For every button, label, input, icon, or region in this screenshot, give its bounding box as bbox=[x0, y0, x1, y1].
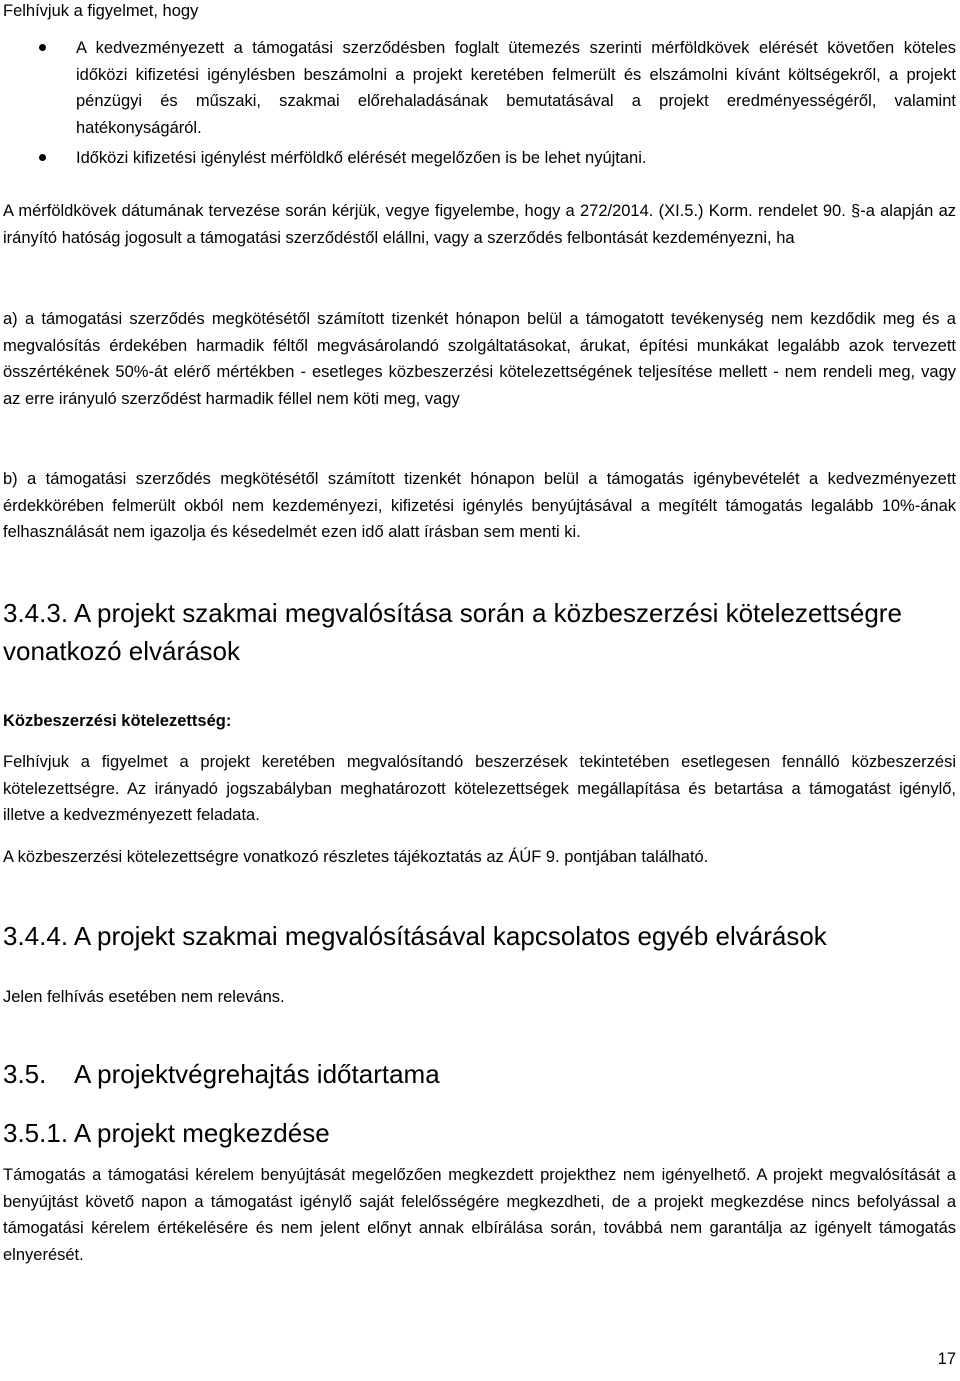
section-title: A projektvégrehajtás időtartama bbox=[74, 1059, 440, 1089]
bullet-list bbox=[3, 35, 956, 172]
procurement-info-paragraph: A közbeszerzési kötelezettségre vonatkozó részletes tájékoztatás az ÁÚF 9. pontjában található. bbox=[3, 848, 709, 866]
bullet-item bbox=[3, 145, 956, 172]
section-number: 3.5.1. bbox=[3, 1118, 69, 1148]
section-3-4-3-heading bbox=[3, 594, 956, 670]
section-title: A projekt szakmai megvalósításával kapcsolatos egyéb elvárások bbox=[73, 921, 827, 951]
bullet-text: Időközi kifizetési igénylést mérföldkő elérését megelőzően is be lehet nyújtani. bbox=[76, 149, 647, 167]
section-number: 3.4.4. bbox=[3, 921, 69, 951]
section-number: 3.5. bbox=[3, 1059, 47, 1089]
section-3-4-4-heading bbox=[3, 917, 956, 955]
subheading-procurement: Közbeszerzési kötelezettség: bbox=[3, 712, 232, 730]
bullet-icon bbox=[39, 154, 46, 161]
section-title: A projekt szakmai megvalósítása során a közbeszerzési kötelezettségre vonatkozó elvárások bbox=[3, 598, 902, 666]
section-title: A projekt megkezdése bbox=[73, 1118, 330, 1148]
bullet-icon bbox=[39, 44, 46, 51]
intro-line: Felhívjuk a figyelmet, hogy bbox=[3, 2, 199, 20]
project-start-paragraph: Támogatás a támogatási kérelem benyújtását megelőzően megkezdett projekthez nem igényelhető. A projekt megvalósítását a benyújtást követő napon a támogatást igénylő saját felelősségére megkezdheti, de a projekt megkezdése nincs befolyással a támogatási kérelem értékelésére és nem jelent előnyt annak elbírálása során, továbbá nem garantálja az igényelt támogatás elnyerését. bbox=[3, 1166, 956, 1264]
milestone-paragraph: A mérföldkövek dátumának tervezése során kérjük, vegye figyelembe, hogy a 272/2014. (XI.5.) Korm. rendelet 90. §-a alapján az irányító hatóság jogosult a támogatási szerződéstől elállni, vagy a szerződés felbontását kezdeményezni, ha bbox=[3, 202, 956, 247]
bullet-text: A kedvezményezett a támogatási szerződésben foglalt ütemezés szerinti mérföldkövek elérését követően köteles időközi kifizetési igénylésben beszámolni a projekt keretében felmerült és elszámolni kívánt költségekről, a projekt pénzügyi és műszaki, szakmai előrehaladásának bemutatásával a projekt eredményességéről, valamint hatékonyságáról. bbox=[76, 39, 956, 137]
condition-b-paragraph: b) a támogatási szerződés megkötésétől számított tizenkét hónapon belül a támogatás igénybevételét a kedvezményezett érdekkörében felmerült okból nem kezdeményezi, kifizetési igénylés benyújtásával a megítélt támogatás legalább 10%-ának felhasználását nem igazolja és késedelmét ezen idő alatt írásban sem menti ki. bbox=[3, 470, 956, 541]
page-number: 17 bbox=[937, 1350, 956, 1368]
section-3-5-1-heading bbox=[3, 1114, 956, 1152]
condition-a-paragraph: a) a támogatási szerződés megkötésétől számított tizenkét hónapon belül a támogatott tevékenység nem kezdődik meg és a megvalósítás érdekében harmadik féltől megvásárolandó szolgáltatásokat, árukat, építési munkákat legalább azok tervezett összértékének 50%-át elérő mértékben - esetleges közbeszerzési kötelezettségének teljesítése mellett - nem rendeli meg, vagy az erre irányuló szerződést harmadik féllel nem köti meg, vagy bbox=[3, 310, 956, 408]
procurement-paragraph: Felhívjuk a figyelmet a projekt keretében megvalósítandó beszerzések tekintetében esetlegesen fennálló közbeszerzési kötelezettségre. Az irányadó jogszabályban meghatározott kötelezettségek megállapítása és betartása a támogatást igénylő, illetve a kedvezményezett feladata. bbox=[3, 753, 956, 824]
section-3-5-heading bbox=[3, 1055, 956, 1093]
bullet-item bbox=[3, 35, 956, 141]
section-number: 3.4.3. bbox=[3, 598, 69, 628]
not-relevant-paragraph: Jelen felhívás esetében nem releváns. bbox=[3, 988, 285, 1006]
